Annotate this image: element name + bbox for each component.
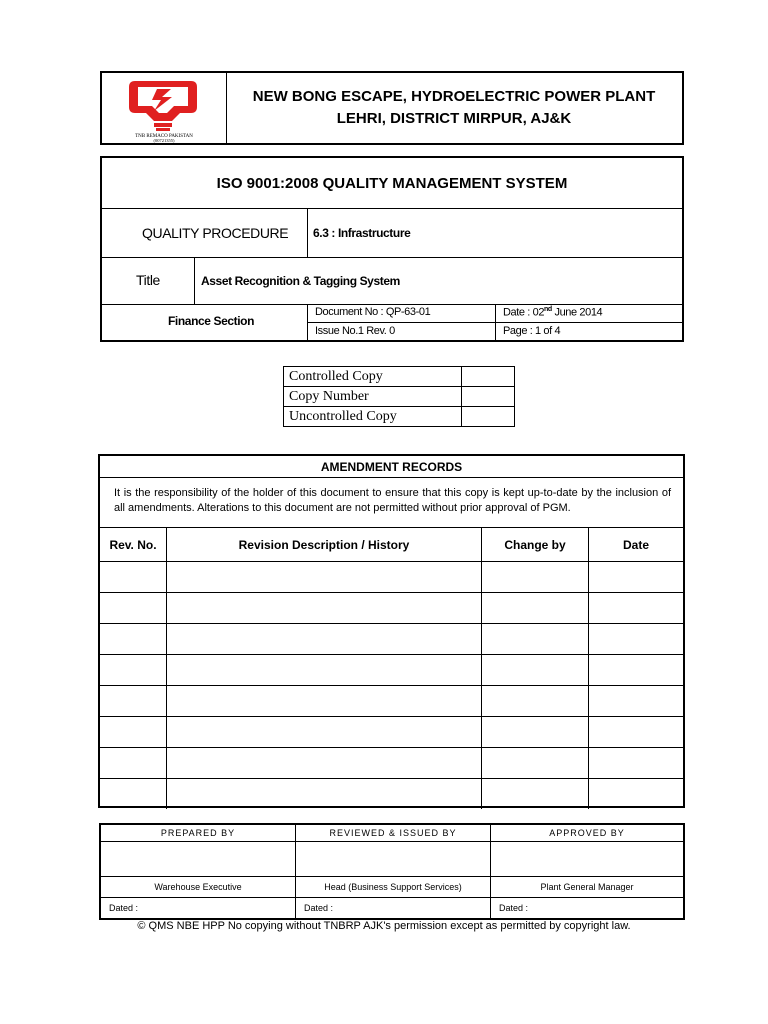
org-line-1: NEW BONG ESCAPE, HYDROELECTRIC POWER PLANT [252, 88, 656, 105]
table-row [100, 779, 683, 810]
page-number: Page : 1 of 4 [503, 325, 561, 337]
table-row [100, 624, 683, 655]
approved-by-dated: Dated : [491, 898, 685, 920]
amendment-body [100, 562, 683, 810]
logo-cell [102, 73, 227, 143]
procedure-value: 6.3 : Infrastructure [313, 226, 411, 240]
qms-title: ISO 9001:2008 QUALITY MANAGEMENT SYSTEM [102, 158, 682, 209]
table-row [100, 562, 683, 593]
approved-by-role: Plant General Manager [491, 877, 685, 898]
copyright-footer: © QMS NBE HPP No copying without TNBRP AJK's permission except as permitted by copyright law. [137, 920, 631, 932]
amendment-table [100, 527, 683, 809]
issue-number: Issue No.1 Rev. 0 [315, 325, 395, 337]
uncontrolled-copy-label: Uncontrolled Copy [284, 407, 462, 427]
uncontrolled-copy-box [462, 407, 515, 427]
prepared-by-role: Warehouse Executive [100, 877, 296, 898]
finance-section: Finance Section [168, 314, 255, 328]
prepared-by-header: PREPARED BY [100, 824, 296, 842]
amendment-records [98, 454, 685, 808]
signature-space-row [100, 842, 684, 877]
signature-role-row [100, 877, 684, 898]
signature-table [99, 823, 685, 920]
col-change-by: Change by [482, 528, 589, 562]
table-row [100, 686, 683, 717]
amendment-title: AMENDMENT RECORDS [100, 456, 683, 478]
controlled-copy-row [284, 367, 515, 387]
table-row [100, 717, 683, 748]
table-row [100, 593, 683, 624]
approved-by-signature [491, 842, 685, 877]
copy-number-row [284, 387, 515, 407]
col-date: Date [589, 528, 684, 562]
table-row [100, 655, 683, 686]
signature-header-row [100, 824, 684, 842]
reviewed-by-header: REVIEWED & ISSUED BY [296, 824, 491, 842]
col-rev-no: Rev. No. [100, 528, 167, 562]
organization-name [226, 73, 682, 143]
reviewed-by-dated: Dated : [296, 898, 491, 920]
qms-block [100, 156, 684, 342]
controlled-copy-label: Controlled Copy [284, 367, 462, 387]
amendment-note: It is the responsibility of the holder of this document to ensure that this copy is kept up-to-date by the inclusion of all amendments. Alterations to this document are not permitted without prior approval of PGM. [114, 487, 671, 514]
reviewed-by-signature [296, 842, 491, 877]
title-row [102, 258, 682, 305]
logo-text: TNB REMACO PAKISTAN [135, 134, 193, 139]
copy-number-label: Copy Number [284, 387, 462, 407]
logo-subtext: (00721355) [153, 138, 175, 143]
document-number: Document No : QP-63-01 [315, 306, 431, 318]
reviewed-by-role: Head (Business Support Services) [296, 877, 491, 898]
table-row [100, 748, 683, 779]
prepared-by-signature [100, 842, 296, 877]
prepared-by-dated: Dated : [100, 898, 296, 920]
copy-control-table [283, 366, 515, 427]
procedure-label: QUALITY PROCEDURE [142, 225, 289, 241]
approved-by-header: APPROVED BY [491, 824, 685, 842]
col-revision-description: Revision Description / History [167, 528, 482, 562]
document-header [100, 71, 684, 145]
document-title: Asset Recognition & Tagging System [201, 274, 400, 288]
company-logo [102, 73, 226, 143]
document-date: Date : 02nd June 2014 [503, 306, 603, 319]
copy-number-box [462, 387, 515, 407]
document-info-row [102, 305, 682, 340]
org-line-2: LEHRI, DISTRICT MIRPUR, AJ&K [336, 110, 572, 127]
title-label: Title [136, 272, 160, 288]
amendment-header-row [100, 528, 683, 562]
quality-procedure-row [102, 209, 682, 258]
signature-dated-row [100, 898, 684, 920]
controlled-copy-box [462, 367, 515, 387]
uncontrolled-copy-row [284, 407, 515, 427]
